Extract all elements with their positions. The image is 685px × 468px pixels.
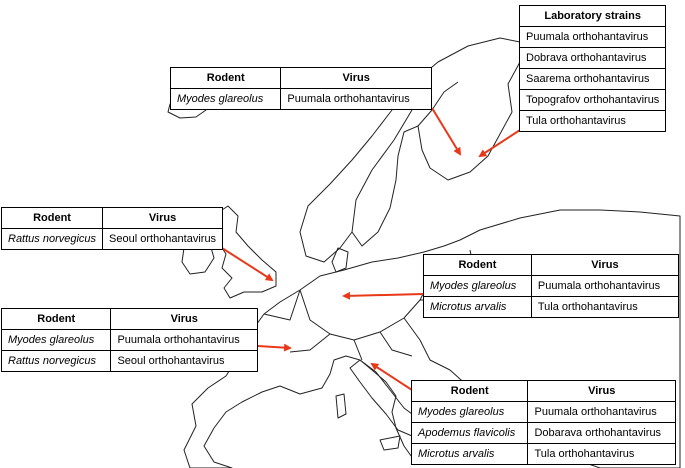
- finland-table: [170, 67, 432, 110]
- rodent-cell: Microtus arvalis: [412, 444, 528, 465]
- virus-header: Virus: [531, 255, 678, 276]
- virus-cell: Puumala orthohantavirus: [111, 330, 258, 351]
- laboratory-strains-table: [519, 5, 666, 132]
- rodent-cell: Microtus arvalis: [424, 297, 532, 318]
- rodent-cell: Rattus norvegicus: [2, 351, 111, 372]
- virus-header: Virus: [281, 68, 432, 89]
- balkans-table: [411, 380, 676, 465]
- virus-header: Virus: [111, 309, 258, 330]
- germany-table: [423, 254, 679, 318]
- rodent-cell: Rattus norvegicus: [2, 229, 103, 250]
- britain-outline: [216, 206, 276, 298]
- rodent-header: Rodent: [2, 208, 103, 229]
- rodent-cell: Myodes glareolus: [424, 276, 532, 297]
- virus-cell: Puumala orthohantavirus: [281, 89, 432, 110]
- laboratory-strain: Tula orthohantavirus: [520, 111, 666, 132]
- virus-cell: Puumala orthohantavirus: [531, 276, 678, 297]
- arrow-finland: [432, 108, 460, 154]
- virus-header: Virus: [103, 208, 223, 229]
- sicily-outline: [380, 436, 400, 450]
- virus-cell: Tula orthohantavirus: [528, 444, 676, 465]
- rodent-header: Rodent: [2, 309, 111, 330]
- rodent-cell: Apodemus flavicolis: [412, 423, 528, 444]
- virus-cell: Seoul orthohantavirus: [111, 351, 258, 372]
- laboratory-header: Laboratory strains: [520, 6, 666, 27]
- rodent-header: Rodent: [171, 68, 281, 89]
- virus-header: Virus: [528, 381, 676, 402]
- rodent-header: Rodent: [424, 255, 532, 276]
- virus-cell: Tula orthohantavirus: [531, 297, 678, 318]
- arrow-germany: [344, 294, 423, 296]
- sardinia-outline: [336, 394, 346, 418]
- rodent-cell: Myodes glareolus: [171, 89, 281, 110]
- arrow-balkans: [372, 364, 412, 390]
- laboratory-strain: Saarema orthohantavirus: [520, 69, 666, 90]
- arrow-france: [258, 346, 290, 348]
- laboratory-strain: Dobrava orthohantavirus: [520, 48, 666, 69]
- laboratory-strain: Puumala orthohantavirus: [520, 27, 666, 48]
- laboratory-strain: Topografov orthohantavirus: [520, 90, 666, 111]
- rodent-header: Rodent: [412, 381, 528, 402]
- france-table: [1, 308, 258, 372]
- virus-cell: Seoul orthohantavirus: [103, 229, 223, 250]
- britain-table: [1, 207, 223, 250]
- virus-cell: Dobarava orthohantavirus: [528, 423, 676, 444]
- virus-cell: Puumala orthohantavirus: [528, 402, 676, 423]
- rodent-cell: Myodes glareolus: [412, 402, 528, 423]
- rodent-cell: Myodes glareolus: [2, 330, 111, 351]
- sweden-border: [352, 110, 412, 232]
- denmark-outline: [332, 248, 348, 272]
